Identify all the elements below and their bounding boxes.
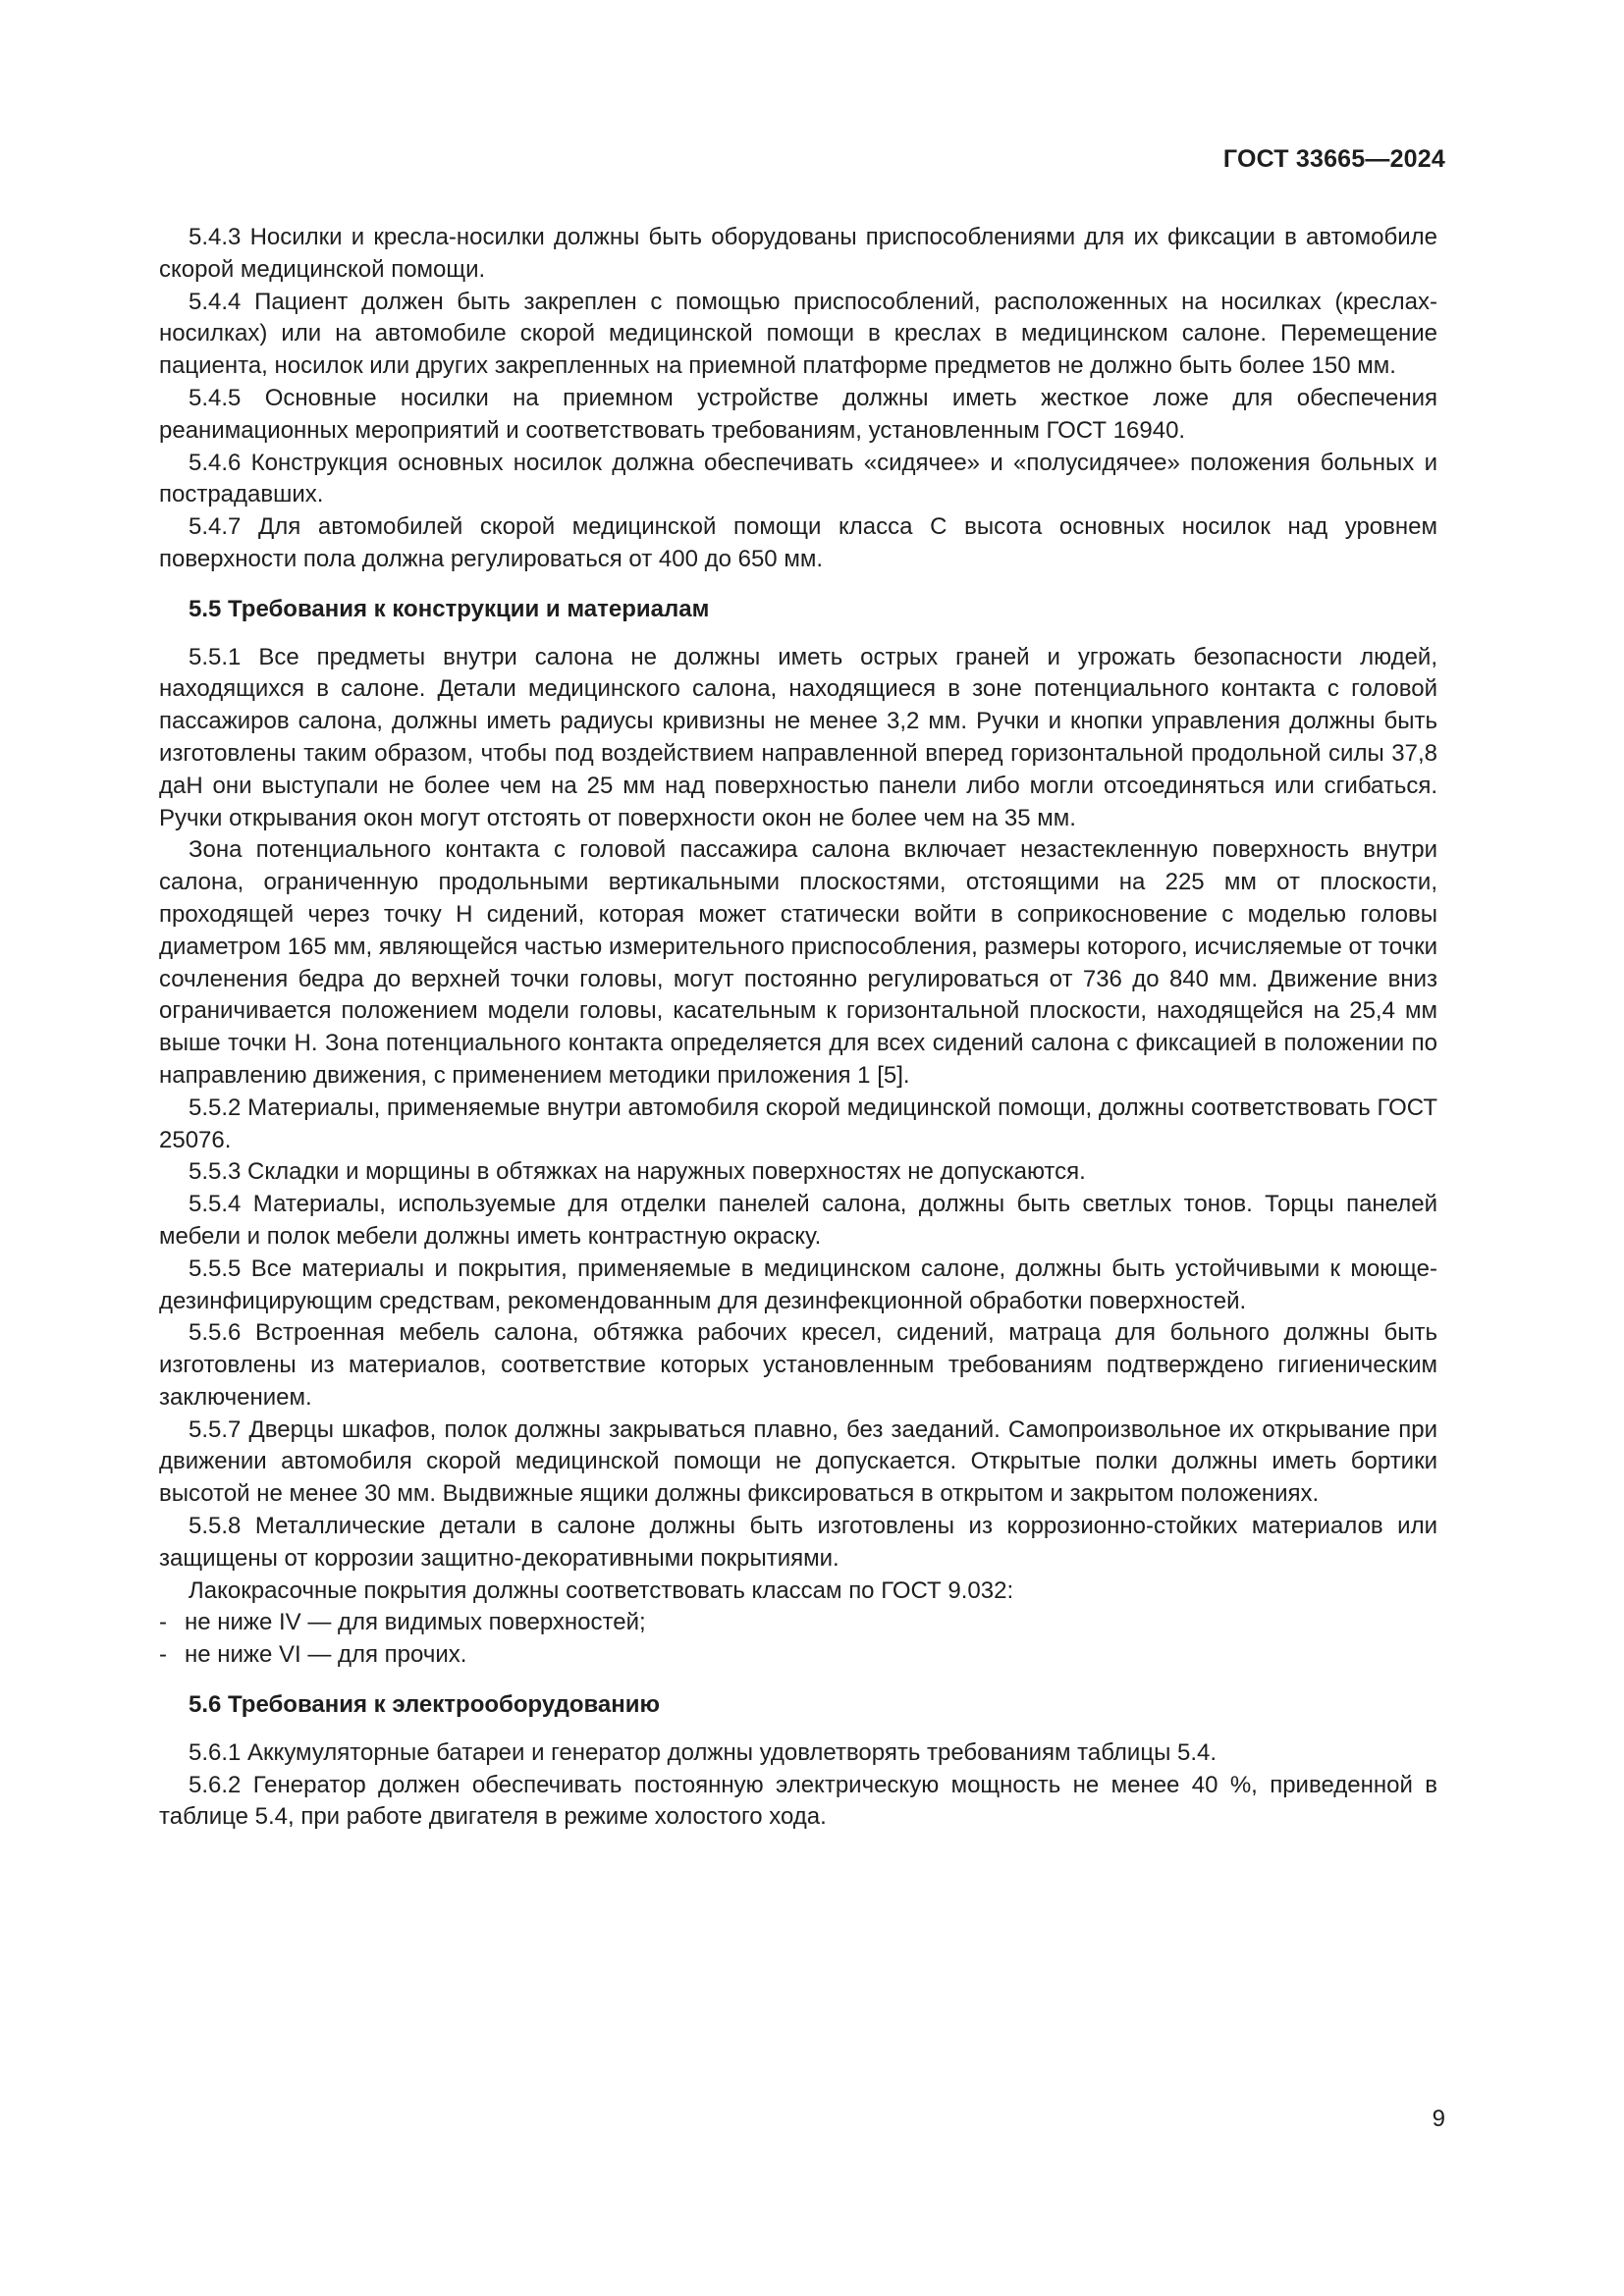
paragraph-5-6-2: 5.6.2 Генератор должен обеспечивать постоянную электрическую мощность не менее 40 %, приведенной в таблице 5.4, при работе двигателя в режиме холостого хода. <box>159 1771 1437 1831</box>
list-item-other-surfaces <box>159 1639 1437 1672</box>
list-item-text: не ниже VI — для прочих. <box>185 1641 467 1669</box>
paragraph-5-4-5: 5.4.5 Основные носилки на приемном устройстве должны иметь жесткое ложе для обеспечения реанимационных мероприятий и соответствовать требованиям, установленным ГОСТ 16940. <box>159 384 1437 444</box>
paragraph-contact-zone: Зона потенциального контакта с головой пассажира салона включает незастекленную поверхность внутри салона, ограниченную продольными вертикальными плоскостями, отстоящими на 225 мм от плоскости, проходящей через точку Н сидений, которая может статически войти в соприкосновение с моделью головы диаметром 165 мм, являющейся частью измерительного приспособления, размеры которого, исчисляемые от точки сочленения бедра до верхней точки головы, могут постоянно регулироваться от 736 до 840 мм. Движение вниз ограничивается положением модели головы, касательным к горизонтальной плоскости, находящейся на 25,4 мм выше точки Н. Зона потенциального контакта определяется для всех сидений салона с фиксацией в положении по направлению движения, с применением методики приложения 1 [5]. <box>159 836 1437 1089</box>
paragraph-paint-coatings: Лакокрасочные покрытия должны соответствовать классам по ГОСТ 9.032: <box>189 1576 1014 1604</box>
paragraph-5-5-7: 5.5.7 Дверцы шкафов, полок должны закрываться плавно, без заеданий. Самопроизвольное их открывание при движении автомобиля скорой медицинской помощи не допускается. Открытые полки должны иметь бортики высотой не менее 30 мм. Выдвижные ящики должны фиксироваться в открытом и закрытом положениях. <box>159 1415 1437 1508</box>
paragraph-5-5-2: 5.5.2 Материалы, применяемые внутри автомобиля скорой медицинской помощи, должны соответствовать ГОСТ 25076. <box>159 1094 1437 1153</box>
document-body <box>159 222 1437 1834</box>
paragraph-5-5-1: 5.5.1 Все предметы внутри салона не должны иметь острых граней и угрожать безопасности людей, находящихся в салоне. Детали медицинского салона, находящиеся в зоне потенциального контакта с головой пассажиров салона, должны иметь радиусы кривизны не менее 3,2 мм. Ручки и кнопки управления должны быть изготовлены таким образом, чтобы под воздействием направленной вперед горизонтальной продольной силы 37,8 даН они выступали не более чем на 25 мм над поверхностью панели либо могли отсоединяться или сгибаться. Ручки открывания окон могут отстоять от поверхности окон не более чем на 35 мм. <box>159 643 1437 831</box>
section-heading-5-6: 5.6 Требования к электрооборудованию <box>189 1691 661 1719</box>
paragraph-5-5-4: 5.5.4 Материалы, используемые для отделки панелей салона, должны быть светлых тонов. Торцы панелей мебели и полок мебели должны иметь контрастную окраску. <box>159 1191 1437 1250</box>
paragraph-5-5-8: 5.5.8 Металлические детали в салоне должны быть изготовлены из коррозионно-стойких материалов или защищены от коррозии защитно-декоративными покрытиями. <box>159 1513 1437 1572</box>
list-dash-marker: - <box>159 1641 167 1669</box>
paragraph-5-5-5: 5.5.5 Все материалы и покрытия, применяемые в медицинском салоне, должны быть устойчивыми к моюще-дезинфицирующим средствам, рекомендованным для дезинфекционной обработки поверхностей. <box>159 1255 1437 1314</box>
paragraph-5-4-3: 5.4.3 Носилки и кресла-носилки должны быть оборудованы приспособлениями для их фиксации в автомобиле скорой медицинской помощи. <box>159 224 1437 283</box>
list-item-text: не ниже IV — для видимых поверхностей; <box>185 1609 646 1636</box>
list-item-visible-surfaces <box>159 1607 1437 1639</box>
list-dash-marker: - <box>159 1609 167 1636</box>
document-id-header: ГОСТ 33665—2024 <box>1222 145 1445 173</box>
paragraph-5-4-4: 5.4.4 Пациент должен быть закреплен с помощью приспособлений, расположенных на носилках (креслах-носилках) или на автомобиле скорой медицинской помощи в креслах в медицинском салоне. Перемещение пациента, носилок или других закрепленных на приемной платформе предметов не должно быть более 150 мм. <box>159 288 1437 380</box>
paragraph-5-5-6: 5.5.6 Встроенная мебель салона, обтяжка рабочих кресел, сидений, матраца для больного должны быть изготовлены из материалов, соответствие которых установленным требованиям подтверждено гигиеническим заключением. <box>159 1319 1437 1411</box>
page-number: 9 <box>1432 2106 1445 2132</box>
section-heading-5-5: 5.5 Требования к конструкции и материалам <box>189 595 710 622</box>
paragraph-5-4-7: 5.4.7 Для автомобилей скорой медицинской помощи класса С высота основных носилок над уровнем поверхности пола должна регулироваться от 400 до 650 мм. <box>159 513 1437 572</box>
paragraph-5-6-1: 5.6.1 Аккумуляторные батареи и генератор должны удовлетворять требованиям таблицы 5.4. <box>189 1738 1218 1766</box>
paragraph-5-4-6: 5.4.6 Конструкция основных носилок должна обеспечивать «сидячее» и «полусидячее» положения больных и пострадавших. <box>159 449 1437 508</box>
paragraph-5-5-3: 5.5.3 Складки и морщины в обтяжках на наружных поверхностях не допускаются. <box>189 1158 1086 1186</box>
